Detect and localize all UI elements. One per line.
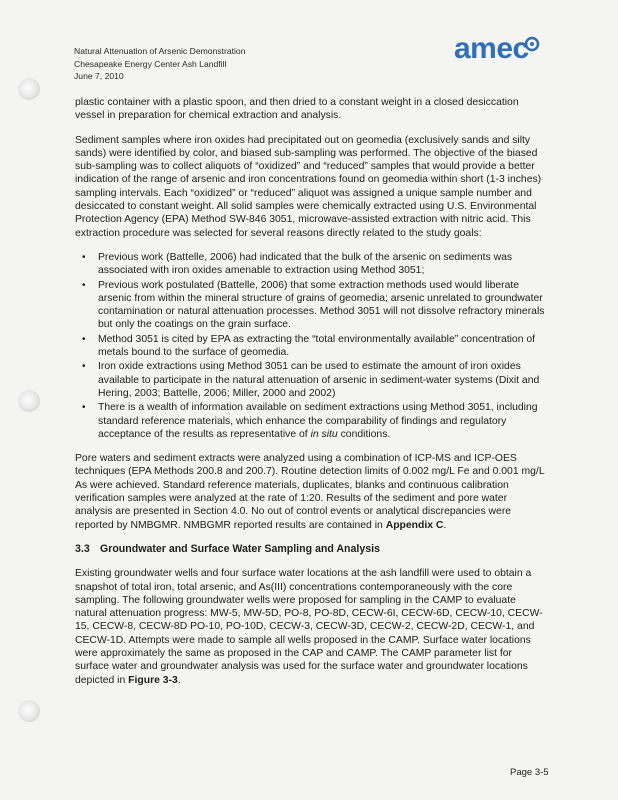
document-header (74, 45, 246, 83)
list-item: • Previous work (Battelle, 2006) had indicated that the bulk of the arsenic on sediments was associated with iron oxides amenable to extraction using Method 3051; (82, 251, 513, 277)
list-item: • There is a wealth of information available on sediment extractions using Method 3051, including standard reference materials, which enhance the comparability of findings and regulatory acceptance of the results as representative of in situ conditions. (82, 402, 538, 440)
header-site-name: Chesapeake Energy Center Ash Landfill (74, 58, 227, 69)
header-date: June 7, 2010 (74, 71, 124, 81)
document-body (75, 96, 545, 698)
appendix-c-reference: Appendix C (385, 519, 444, 531)
list-item: • Iron oxide extractions using Method 3051 can be used to estimate the amount of iron oxides available to participate in the natural attenuation of arsenic in sediment-water systems (Dixit and Hering, 2003; Battelle, 2006; Miller, 2000 and 2002) (82, 361, 540, 399)
paragraph-desiccation: plastic container with a plastic spoon, and then dried to a constant weight in a closed desiccation vessel in preparation for chemical extraction and analysis. (75, 97, 519, 122)
figure-3-3-reference: Figure 3-3 (128, 674, 178, 686)
in-situ-term: in situ (310, 428, 338, 440)
study-goals-list (75, 251, 545, 441)
list-item: • Previous work postulated (Battelle, 2006) that some extraction methods used would liberate arsenic from within the mineral structure of grains of geomedia; arsenic unrelated to groundwater contamination or natural attenuation processes. Method 3051 will not dissolve refractory minerals but only the coatings on the grain surface. (82, 279, 545, 331)
paragraph-groundwater-wells: Existing groundwater wells and four surface water locations at the ash landfill were used to obtain a snapshot of total iron, total arsenic, and As(III) concentrations contemporaneously with the core sampling. The following groundwater wells were proposed for sampling in the CAMP to evaluate natural attenuation progress: MW-5, MW-5D, PO-8, PO-8D, CECW-6I, CECW-6D, CECW-10, CECW-15, CECW-8, CECW-8D PO-10, PO-10D, CECW-3, CECW-3D, CECW-2, CECW-2D, CECW-1, and CECW-1D. Attempts were made to sample all wells proposed in the CAMP. Surface water locations were approximately the same as proposed in the CAP and CAMP. The CAMP parameter list for surface water and groundwater analysis was used for the surface water and groundwater locations depicted in Figure 3-3. (75, 568, 543, 686)
list-item: • Method 3051 is cited by EPA as extracting the “total environmentally available” concentration of metals bound to the surface of geomedia. (82, 333, 536, 359)
punch-hole (18, 78, 40, 100)
paragraph-sediment-samples: Sediment samples where iron oxides had precipitated out on geomedia (exclusively sands and silty sands) were identified by color, and biased sub-sampling was performed. The objective of the biased sub-sampling was to collect aliquots of “oxidized” and “reduced” samples that would provide a better indication of the range of arsenic and iron concentrations found on geomedia within short (1-3 inches) sampling intervals. Each “oxidized” or “reduced” aliquot was assigned a unique sample number and desiccated to constant weight. All solid samples were chemically extracted using U.S. Environmental Protection Agency (EPA) Method SW-846 3051, microwave-assisted extraction with nitric acid. This extraction procedure was selected for several reasons directly related to the study goals: (75, 134, 542, 239)
amec-logo: amec (454, 32, 529, 65)
page-number: Page 3-5 (510, 767, 549, 778)
section-heading: 3.3 Groundwater and Surface Water Sampling and Analysis (75, 542, 380, 555)
paragraph-pore-waters: Pore waters and sediment extracts were analyzed using a combination of ICP-MS and ICP-OES techniques (EPA Methods 200.8 and 200.7). Routine detection limits of 0.002 mg/L Fe and 0.001 mg/L As were achieved. Standard reference materials, duplicates, blanks and continuous calibration verification samples were analyzed at the rate of 1:20. Results of the sediment and pore water analysis are presented in Section 4.0. No out of control events or analytical discrepancies were reported by NMBGMR. NMBGMR reported results are contained in Appendix C. (75, 453, 545, 531)
punch-hole (18, 390, 40, 412)
header-project-title: Natural Attenuation of Arsenic Demonstration (74, 46, 246, 56)
punch-hole (18, 700, 40, 722)
amec-logo-mark-icon (524, 36, 540, 52)
